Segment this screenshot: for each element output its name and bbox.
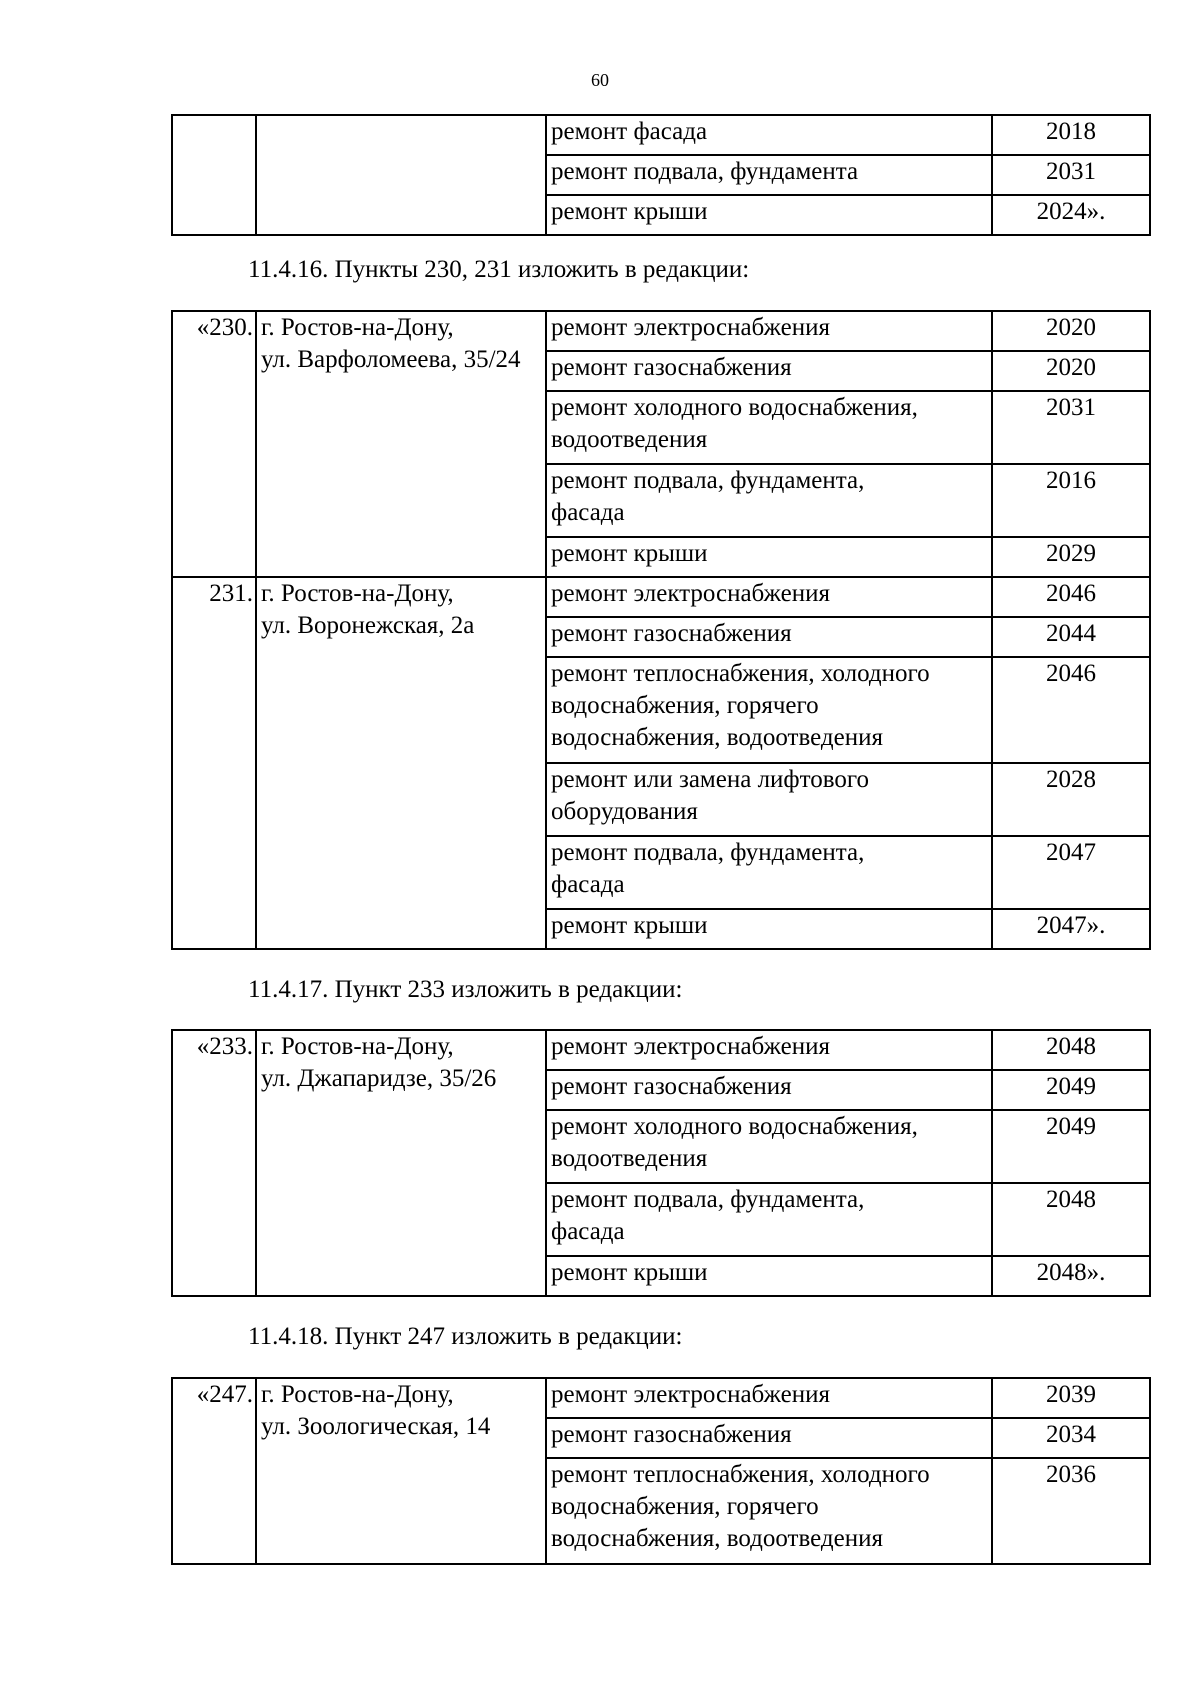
work-cell: ремонт электроснабжения [546, 1030, 992, 1070]
work-cell: ремонт электроснабжения [546, 577, 992, 617]
year-cell: 2031 [992, 155, 1150, 195]
work-cell: ремонт холодного водоснабжения, водоотведения [546, 1110, 992, 1183]
work-cell: ремонт или замена лифтового оборудования [546, 763, 992, 836]
year-cell: 2034 [992, 1418, 1150, 1458]
work-cell: ремонт газоснабжения [546, 617, 992, 657]
address-street: ул. Варфоломеева, 35/24 [261, 346, 521, 373]
item-number-cell [172, 115, 256, 235]
work-cell: ремонт подвала, фундамента, фасада [546, 1183, 992, 1256]
work-cell: ремонт теплоснабжения, холодного водоснабжения, горячего водоснабжения, водоотведения [546, 657, 992, 763]
section-heading: 11.4.17. Пункт 233 изложить в редакции: [248, 976, 683, 1003]
year-cell: 2031 [992, 391, 1150, 464]
work-cell: ремонт электроснабжения [546, 1378, 992, 1418]
section-heading: 11.4.16. Пункты 230, 231 изложить в редакции: [248, 256, 750, 283]
work-cell: ремонт крыши [546, 195, 992, 235]
work-cell: ремонт электроснабжения [546, 311, 992, 351]
work-cell: ремонт теплоснабжения, холодного водоснабжения, горячего водоснабжения, водоотведения [546, 1458, 992, 1564]
year-cell: 2028 [992, 763, 1150, 836]
item-number-cell: «233. [172, 1030, 256, 1296]
address-street: ул. Джапаридзе, 35/26 [261, 1065, 497, 1092]
address-cell [256, 115, 546, 235]
year-cell: 2016 [992, 464, 1150, 537]
item-number-cell: «247. [172, 1378, 256, 1564]
work-cell: ремонт газоснабжения [546, 1418, 992, 1458]
year-cell: 2046 [992, 577, 1150, 617]
item-number-cell: «230. [172, 311, 256, 577]
address-cell [256, 1378, 546, 1564]
address-city: г. Ростов-на-Дону, [261, 314, 454, 341]
item-number-cell: 231. [172, 577, 256, 949]
year-cell: 2036 [992, 1458, 1150, 1564]
year-cell: 2020 [992, 311, 1150, 351]
year-cell: 2048». [992, 1256, 1150, 1296]
year-cell: 2049 [992, 1070, 1150, 1110]
year-cell: 2047». [992, 909, 1150, 949]
work-cell: ремонт газоснабжения [546, 1070, 992, 1110]
address-city: г. Ростов-на-Дону, [261, 580, 454, 607]
year-cell: 2029 [992, 537, 1150, 577]
year-cell: 2049 [992, 1110, 1150, 1183]
repair-table-230-231 [171, 310, 1151, 950]
work-cell: ремонт холодного водоснабжения, водоотведения [546, 391, 992, 464]
repair-table-233 [171, 1029, 1151, 1297]
address-city: г. Ростов-на-Дону, [261, 1033, 454, 1060]
work-cell: ремонт крыши [546, 1256, 992, 1296]
address-cell [256, 577, 546, 949]
address-city: г. Ростов-на-Дону, [261, 1381, 454, 1408]
section-heading: 11.4.18. Пункт 247 изложить в редакции: [248, 1323, 683, 1350]
year-cell: 2044 [992, 617, 1150, 657]
year-cell: 2020 [992, 351, 1150, 391]
year-cell: 2024». [992, 195, 1150, 235]
year-cell: 2048 [992, 1030, 1150, 1070]
address-cell [256, 311, 546, 577]
work-cell: ремонт газоснабжения [546, 351, 992, 391]
year-cell: 2046 [992, 657, 1150, 763]
repair-table-continuation [171, 114, 1151, 236]
work-cell: ремонт подвала, фундамента, фасада [546, 464, 992, 537]
address-street: ул. Зоологическая, 14 [261, 1413, 491, 1440]
address-cell [256, 1030, 546, 1296]
year-cell: 2018 [992, 115, 1150, 155]
work-cell: ремонт крыши [546, 909, 992, 949]
year-cell: 2047 [992, 836, 1150, 909]
work-cell: ремонт подвала, фундамента [546, 155, 992, 195]
repair-table-247 [171, 1377, 1151, 1565]
work-cell: ремонт крыши [546, 537, 992, 577]
work-cell: ремонт фасада [546, 115, 992, 155]
address-street: ул. Воронежская, 2а [261, 612, 475, 639]
work-cell: ремонт подвала, фундамента, фасада [546, 836, 992, 909]
page-number: 60 [591, 70, 609, 90]
year-cell: 2048 [992, 1183, 1150, 1256]
year-cell: 2039 [992, 1378, 1150, 1418]
